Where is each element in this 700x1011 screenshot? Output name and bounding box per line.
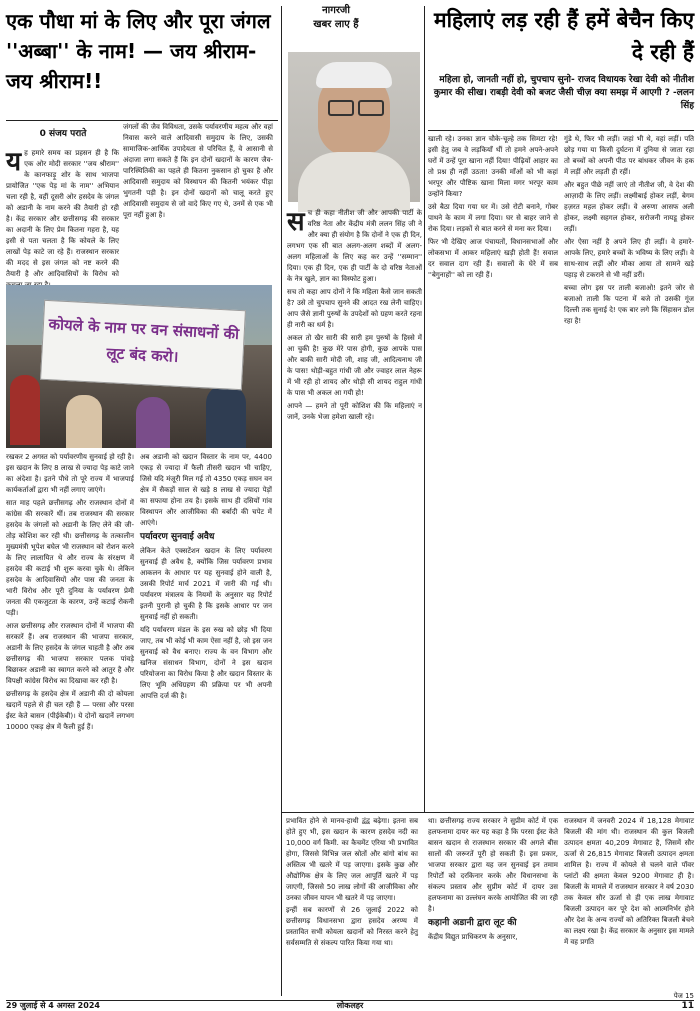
paragraph: सात माह पहले छत्तीसगढ़ और राजस्थान दोनों में कांग्रेस की सरकारें थीं। तब राजस्थान की सरकार हसदेव के जंगलों को अडानी के लिए लेने की जी-तोड़ कोशिश कर रही थी। छत्तीसगढ़ के तत्कालीन मुख्यमंत्री भूपेश बघेल भी राजस्थान को रोशन करने के लिए लालायित थे और राज्य के संरक्षण में हसदेव की कटाई भी शुरू करवा चुके थे। लेकिन हसदेव के आदिवासियों और पास की जनता के भारी विरोध और पूरी दुनिया के पर्यावरण प्रेमी जनता की एकजुटता के कारण, उन्हें कटाई रोकनी पड़ी। [6,499,134,617]
left-col2-top [123,122,273,282]
dropcap: स [287,207,305,237]
paragraph: आज छत्तीसगढ़ और राजस्थान दोनों में भाजपा की सरकारें हैं। अब राजस्थान की भाजपा सरकार, अडानी के लिए हसदेव के जंगल चाहती है और अब छत्तीसगढ़ की भाजपा सरकार पलक पांवड़े बिछाकर अडानी का स्वागत करने को आतुर है और विपक्षी कांग्रेस विरोध का दिखावा कर रही है। [6,622,134,685]
paragraph: था। छत्तीसगढ़ राज्य सरकार ने सुप्रीम कोर्ट में एक हलफनामा दायर कर यह कहा है कि परसा ईस्ट केते बासन खदान से राजस्थान सरकार की अगले बीस सालों की जरूरतें पूरी हो सकती हैं। इस प्रकार, भाजपा सरकार द्वारा यह जन सुनवाई इन तमाम रिपोर्टों को दरकिनार करके और विधानसभा के संकल्प प्रस्ताव और सुप्रीम कोर्ट में दायर उस हलफनामा का उल्लंघन करके आयोजित की जा रही है। [428,817,558,913]
columnist-photo [288,52,420,202]
paragraph: गुंडे थे, फिर भी लड़ीं। जहां भी थे, वहां लड़ीं। पति छोड़ गया या किसी दुर्घटना में दुनिया से जाता रहा तो बच्चों को अपनी पीठ पर बांधकर जीवन के हक में लड़ीं और लड़ती ही रहीं। [564,135,694,176]
footer-paper-name: लोकलहर [336,1001,364,1010]
column-rule [424,6,425,812]
paragraph: राजस्थान में जनवरी 2024 में 18,128 मेगावाट बिजली की मांग थी। राजस्थान की कुल बिजली उत्पादन क्षमता 40,209 मेगावाट है, जिसमें सौर ऊर्जा से 26,815 मेगावाट बिजली उत्पादन क्षमता शामिल है। राज्य में कोयले से चलने वाले पॉवर प्लांटों की क्षमता केवल 9200 मेगावाट ही है। बिजली के मामले में राजस्थान सरकार ने वर्ष 2030 तक केवल सौर ऊर्जा से ही एक लाख मेगावाट बिजली उत्पादन कर पूरे देश को आत्मनिर्भर होने और देश के अन्य राज्यों को अतिरिक्त बिजली बेचने का लक्ष्य रखा है। केंद्र सरकार के अनुसार इस मामले में वह प्रगति [564,817,694,946]
paragraph: सच तो कहा आप दोनों ने कि महिला कैसे जान सकती है? उसे तो चुपचाप सुनने की आदत रख लेनी चाहिए। आप जैसे ज्ञानी पुरुषों के उपदेशों को ग्रहण करते रहना ही नारी का धर्म है। [287,288,423,329]
paragraph: लेकिन केते एक्सटेंशन खदान के लिए पर्यावरण सुनवाई ही अवैध है, क्योंकि जिस पर्यावरण प्रभाव आकलन के आधार पर यह सुनवाई होने वाली है, उसकी रिपोर्ट मार्च 2021 में जारी की गई थी। पर्यावरण मंत्रालय के नियमों के अनुसार यह रिपोर्ट इतनी पुरानी हो चुकी है कि इसके आधार पर जन सुनवाई नहीं हो सकती। [140,547,272,621]
paragraph: रखकर 2 अगस्त को पर्यावरणीय सुनवाई हो रही है। इस खदान के लिए 8 लाख से ज्यादा पेड़ काटे जाने का अंदेशा है। इतने पौधे तो पूरे राज्य में भाजपाई कार्यकर्ताओं द्वारा भी नहीं लगाए जाएंगे। [6,453,134,494]
article-text: ह हमारे समय का प्रहसन ही है कि एक ओर मोदी सरकार ''जय श्रीराम'' के कानफाड़ू शोर के साथ भाजपा प्रायोजित ''एक पेड़ मां के नाम'' अभियान चला रही है, वहीं दूसरी ओर हसदेव के जंगल को अडानी के नाम करने की तैयारी हो रही है। केंद्र सरकार और छत्तीसगढ़ की सरकार का अदानी के लिए प्रेम कितना गहरा है, यह इसी से पता चलता है कि कोयले के लिए लाखों पेड़ काटे जा रहे हैं। राजस्थान सरकार की मदद से इस जंगल को नष्ट करने की तैयारी है और आदिवासियों के विरोध को [6,149,119,278]
left-headline: एक पौधा मां के लिए और पूरा जंगल ''अब्बा'' के नाम! — जय श्रीराम-जय श्रीराम!! [6,9,271,93]
paragraph: केंद्रीय विद्युत प्राधिकरण के अनुसार, [428,933,518,941]
divider [428,130,694,131]
paragraph: यदि पर्यावरण मंडल के इस रुख को छोड़ भी दिया जाए, तब भी कोई भी काम ऐसा नहीं है, जो इस जन सुनवाई को वैध बनाए। राज्य के वन विभाग और खनिज संसाधन विभाग, दोनों ने इस खदान परियोजना का विरोध किया है और खदान विस्तार के लिए भूमि अधिग्रहण की प्रक्रिया पर भी अपनी आपत्ति दर्ज की है। [140,626,272,700]
footer-date: 29 जुलाई से 4 अगस्त 2024 [6,1001,100,1010]
columnist-label [286,4,386,32]
paragraph: उसे बैठा दिया गया घर में। उसे रोटी बनाने, गोबर पाथने के काम में लगा दिया। घर से बाहर जाने से रोक दिया। लड़कों से बात करने से मना कर दिया। [428,203,558,233]
paragraph: फिर भी देखिए आज पंचायतों, विधानसभाओं और लोकसभा में आकर महिलाएं खड़ी होती हैं! सवाल दर सवाल दाग रही हैं। सवालों के घेरे में सब ''बेगुनाहों'' को ला रही हैं। [428,238,558,279]
byline: 0 संजय पराते [39,129,87,139]
left-col1-bottom [6,452,134,1000]
protest-banner [40,300,246,390]
paragraph: इन्हीं सब कारणों से 26 जुलाई 2022 को छत्तीसगढ़ विधानसभा द्वारा हसदेव अरण्य में प्रस्तावित सभी कोयला खदानों को निरस्त करने हेतु सर्वसम्मति से संकल्प पारित किया गया था। [286,906,418,947]
divider [282,812,694,813]
paragraph: जंगलों की जैव विविधता, उसके पर्यावरणीय महत्व और वहां निवास करने वाले आदिवासी समुदाय के लिए, उसकी सामाजिक-आर्थिक उपादेयता से परिचित हैं, वे आसानी से अंदाजा लगा सकते हैं कि इन दोनों खदानों के कारण जैव-पारिस्थितिकी का पहले ही कितना नुकसान हो चुका है और आदिवासी समुदाय को विस्थापन की कितनी भयंकर पीड़ा भुगतनी पड़ी है। इन दोनों खदानों को चालू करते हुए आदिवासी समुदाय से जो वादे किए गए थे, उनमें से एक भी पूरा नहीं हुआ है। [123,123,273,219]
dropcap: य [6,147,22,177]
paragraph: और ऐसा नहीं है अपने लिए ही लड़ीं। वे हमारे-आपके लिए, हमारे बच्चों के भविष्य के लिए लड़ीं। वे साथ-साथ लड़ीं और मौका आया तो सामने खड़े पहाड़ से टकराने से भी नहीं डरीं। [564,238,694,279]
continued-page-ref: पेज 15 [673,992,694,1000]
protest-photo [6,285,272,448]
paragraph: और बहुत पीछे नहीं जाएं तो नीतीश जी, वे देश की आज़ादी के लिए लड़ीं। लक्ष्मीबाई होकर लड़ीं, बेगम हज़रत महल होकर लड़ीं। वे अरुणा आसफ अली होकर, लक्ष्मी सहगल होकर, सरोजनी नायडू होकर लड़ीं। [564,181,694,233]
paragraph: छत्तीसगढ़ के हसदेव क्षेत्र में अडानी की दो कोयला खदानें पहले से ही चल रही हैं — परसा और परसा ईस्ट केते बासन (पीईकेबी)। ये दोनों खदानें लगभग 10000 एकड़ क्षेत्र में फैली हुई हैं। [6,690,134,731]
subheading: कहानी अडानी द्वारा लूट की [428,918,517,928]
middle-col [287,208,422,808]
paragraph: बच्चा लोग इस पर ताली बजाओ! इतने जोर से बजाओ ताली कि पटना में बजे तो उसकी गूंज दिल्ली तक सुनाई दे! एक बार लगे कि सिंहासन डोल रहा है! [564,284,694,325]
right-col2 [564,134,694,810]
column-subtitle: खबर लाए हैं [313,19,359,30]
bottom-col5 [564,816,694,996]
divider [6,120,278,121]
bottom-col4 [428,816,558,1002]
column-rule [281,6,282,996]
paragraph: खाली रहे। उनका ज्ञान चौके-चूल्हे तक सिमटा रहे! इसी हेतु जब वे लड़कियाँ थीं तो हमने अपने-अपने घरों में उन्हें पूरा खाना नहीं दिया! पीढ़ियों आहार का तो प्रश्न ही नहीं उठता! उनकी माँओं को भी कहां भरपूर और पौष्टिक खाना मिला मगर भरपूर काम उन्होंने किया? [428,135,558,198]
paragraph: अकल तो खैर सारी की सारी हम पुरुषों के हिस्से में आ चुकी है! कुछ मेरे पास होगी, कुछ आपके पास और बाकी सारी मोदी जी, शाह जी, आदित्यनाथ जी के पास! थोड़ी-बहुत गांधी जी और ज्वाहर लाल नेहरू में भी रही हो शायद और थोड़ी सी शायद राहुल गांधी के पास भी अकल आ गयी हो! [287,334,422,397]
column-title: नागरजी [322,5,350,16]
paragraph: अब अडानी को खदान विस्तार के नाम पर, 4400 एकड़ से ज्यादा में फैली तीसरी खदान भी चाहिए, जिसे यदि मंजूरी मिल गई तो 4350 एकड़ सघन वन क्षेत्र में सैकड़ों साल से खड़े 8 लाख से ज्यादा पेड़ों का सफाया होना तय है। इसके साथ ही दसियों गांव विस्थापन और आजीविका की बर्बादी की चपेट में आएंगे। [140,453,272,527]
paragraph: च ही कहा नीतीश जी और आपकी पार्टी के वरिष्ठ नेता और केंद्रीय मंत्री ललन सिंह जी ने और क्या ही संयोग है कि दोनों ने एक ही दिन, लगभग एक सी बात अलग-अलग शब्दों में अलग-अलग महिलाओं के लिए कह कर उन्हें ''सम्मान'' दिया। एक ही दिन, एक ही पार्टी के दो वरिष्ठ नेताओं के नेत्र खुले, ज्ञान का विस्फोट हुआ। [287,209,422,283]
right-headline: महिलाएं लड़ रही हैं हमें बेचैन किए दे रही हैं [434,8,694,64]
right-col1 [428,134,558,810]
bottom-col3 [286,905,418,1001]
paragraph: आपने — हमने तो पूरी कोशिश की कि महिलाएं न जानें, उनके भेजा हमेशा खाली रहे। [287,402,422,421]
banner-text: कोयले के नाम पर वन संसाधनों की लूट बंद करो। [48,315,240,366]
paragraph: प्रभावित होने से मानव-हाथी द्वंद्व बढ़ेगा। इतना सब होते हुए भी, इस खदान के कारण हसदेव नदी का 10,000 वर्ग किमी. का कैचमेंट एरिया भी प्रभावित होगा, जिससे विभिन्न जल स्रोतों और बांगो बांध का अस्तित्व भी खतरे में पड़ जाएगा। इसके कुछ और औद्योगिक क्षेत्र के लिए जल आपूर्ति खतरे में पड़ जाएगी, जिससे 50 लाख लोगों की आजीविका और उनका जीवन यापन भी खतरे में पड़ जाएगा। [286,817,418,902]
page-number: 11 [681,1001,694,1011]
left-col1-top [6,148,119,280]
left-col2-bottom [140,452,272,1000]
right-deck: महिला हो, जानती नहीं हो, चुपचाप सुनो- राजद विधायक रेखा देवी को नीतीश कुमार की सीख। राबड़ी देवी को बजट जैसी चीज़ क्या समझ में आएगी ? -ललन सिंह [433,75,694,111]
subheading: पर्यावरण सुनवाई अवैध [140,532,215,542]
